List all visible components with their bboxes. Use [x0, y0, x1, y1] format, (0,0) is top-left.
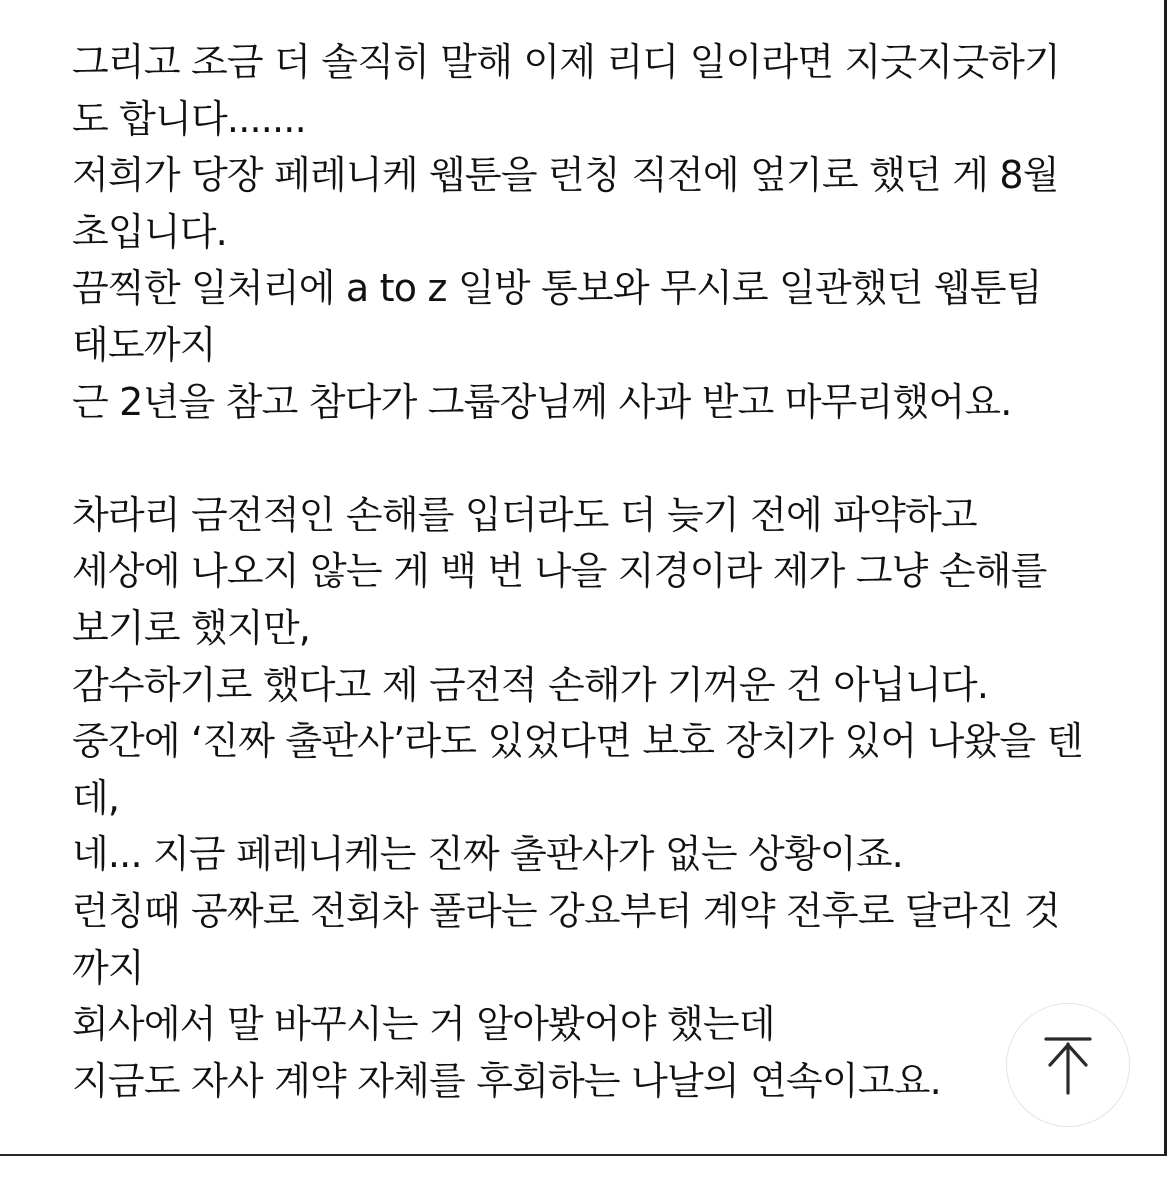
post-line: 까지	[72, 945, 144, 990]
post-line: 보기로 했지만,	[72, 605, 311, 650]
post-line: 끔찍한 일처리에 a to z 일방 통보와 무시로 일관했던 웹툰팀	[72, 266, 1042, 311]
post-line: 차라리 금전적인 손해를 입더라도 더 늦기 전에 파약하고	[72, 492, 977, 537]
post-line: 세상에 나오지 않는 게 백 번 나을 지경이라 제가 그냥 손해를	[72, 549, 1047, 594]
post-line: 그리고 조금 더 솔직히 말해 이제 리디 일이라면 지긋지긋하기	[72, 40, 1060, 84]
post-line: 런칭때 공짜로 전회차 풀라는 강요부터 계약 전후로 달라진 것	[72, 888, 1060, 933]
paragraph-break	[72, 430, 1132, 487]
post-line: 근 2년을 참고 참다가 그룹장님께 사과 받고 마무리했어요.	[72, 379, 1012, 424]
scroll-to-top-button[interactable]	[1006, 1003, 1130, 1127]
post-line: 지금도 자사 계약 자체를 후회하는 나날의 연속이고요.	[72, 1058, 941, 1103]
post-line: 회사에서 말 바꾸시는 거 알아봤어야 했는데	[72, 1002, 775, 1047]
post-line: 저희가 당장 페레니케 웹툰을 런칭 직전에 엎기로 했던 게 8월	[72, 153, 1059, 198]
post-line: 태도까지	[72, 322, 216, 367]
post-line: 초입니다.	[72, 209, 227, 254]
post-line: 네... 지금 페레니케는 진짜 출판사가 없는 상황이죠.	[72, 832, 903, 877]
post-body	[72, 34, 1132, 1109]
post-line: 중간에 ‘진짜 출판사’라도 있었다면 보호 장치가 있어 나왔을 텐	[72, 719, 1083, 764]
arrow-up-to-top-icon	[1042, 1035, 1094, 1095]
post-line: 데,	[72, 775, 120, 820]
post-line: 도 합니다.......	[72, 96, 306, 141]
post-line: 감수하기로 했다고 제 금전적 손해가 기꺼운 건 아닙니다.	[72, 662, 989, 707]
